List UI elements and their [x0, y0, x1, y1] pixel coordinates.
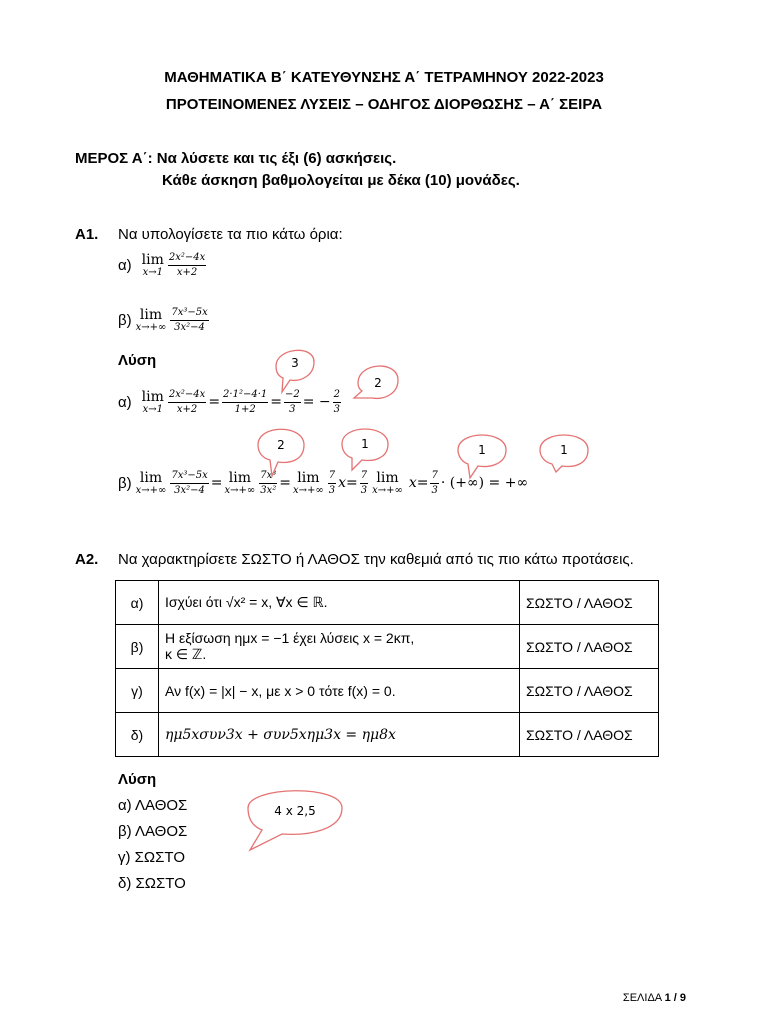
item-letter: β) [118, 474, 132, 492]
fraction: $\frac{\text{2·1²−4·1}}{1+2}$ [223, 389, 268, 415]
a2-answer: α) ΛΑΘΟΣ [118, 797, 188, 814]
limit-operator: lim x→+∞ [135, 469, 167, 496]
page-footer [623, 992, 686, 1004]
row-letter: β) [116, 625, 159, 669]
fraction: $\frac{-2}{3}$ [284, 389, 300, 415]
item-letter: α) [118, 393, 132, 411]
fraction: $\frac{7}{3}$ [328, 470, 336, 496]
item-letter: β) [118, 311, 132, 329]
svg-text:1: 1 [560, 443, 568, 457]
a2-label: Α2. [75, 551, 99, 568]
row-choice: ΣΩΣΤΟ / ΛΑΘΟΣ [520, 669, 659, 713]
fraction: $\frac{\text{7x³−5x}}{\text{3x²−4}}$ [171, 470, 208, 496]
fraction: $\frac{\text{7x³−5x}}{\text{3x²−4}}$ [171, 307, 208, 333]
svg-text:4 x 2,5: 4 x 2,5 [274, 804, 316, 818]
limit-operator: lim x→1 [141, 388, 164, 415]
limit-operator: lim x→1 [141, 251, 164, 278]
limit-operator: lim x→+∞ [372, 469, 403, 496]
a2-answer: β) ΛΑΘΟΣ [118, 823, 188, 840]
document-title: ΜΑΘΗΜΑΤΙΚΑ Β΄ ΚΑΤΕΥΘΥΝΣΗΣ Α΄ ΤΕΤΡΑΜΗΝΟΥ 2022-2023 [164, 69, 604, 86]
fraction: $\frac{\text{2x²−4x}}{x+2}$ [168, 252, 206, 278]
svg-text:2: 2 [277, 438, 285, 452]
a2-answer: δ) ΣΩΣΤΟ [118, 875, 186, 892]
table-row [116, 625, 659, 669]
part-instruction-1: Να λύσετε και τις έξι (6) ασκήσεις. [156, 150, 397, 167]
table-row [116, 581, 659, 625]
row-choice: ΣΩΣΤΟ / ΛΑΘΟΣ [520, 581, 659, 625]
a1-solution-heading: Λύση [118, 352, 157, 369]
bubble-1-point [458, 435, 506, 478]
row-statement: ημ5xσυν3x + συν5xημ3x = ημ8x [159, 713, 520, 757]
row-statement-line2: κ ∈ ℤ. [165, 646, 207, 662]
limit-operator: lim x→+∞ [224, 469, 256, 496]
a2-solution-heading: Λύση [118, 771, 157, 788]
true-false-table [115, 580, 659, 757]
equals-sign: = [270, 394, 282, 410]
svg-text:3: 3 [291, 356, 299, 370]
limit-operator: lim x→+∞ [292, 469, 324, 496]
variable-x: x [338, 475, 346, 491]
bubble-4x2.5-points [248, 791, 342, 850]
limit-operator: lim x→+∞ [135, 306, 167, 333]
svg-text:1: 1 [478, 443, 486, 457]
row-choice: ΣΩΣΤΟ / ΛΑΘΟΣ [520, 713, 659, 757]
variable-x: x [408, 475, 417, 491]
bubble-2-points [354, 366, 398, 398]
row-statement: Ισχύει ότι √x² = x, ∀x ∈ ℝ. [159, 581, 520, 625]
row-letter: α) [116, 581, 159, 625]
equals-sign: = [210, 475, 223, 491]
row-statement [159, 625, 520, 669]
part-instruction-2: Κάθε άσκηση βαθμολογείται με δέκα (10) μονάδες. [162, 172, 520, 189]
fraction: $\frac{7}{3}$ [360, 470, 368, 496]
bubble-3-points [276, 350, 314, 392]
fraction: $\frac{7}{3}$ [431, 470, 438, 496]
a1-prompt: Να υπολογίσετε τα πιο κάτω όρια: [118, 226, 343, 243]
document-subtitle: ΠΡΟΤΕΙΝΟΜΕΝΕΣ ΛΥΣΕΙΣ – ΟΔΗΓΟΣ ΔΙΟΡΘΩΣΗΣ – Α΄ ΣΕΙΡΑ [165, 96, 603, 113]
row-letter: δ) [116, 713, 159, 757]
table-row [116, 713, 659, 757]
a1-label: Α1. [75, 226, 99, 243]
fraction: $\frac{\text{7x³}}{\text{3x²}}$ [260, 470, 277, 496]
bubble-1-point [540, 435, 588, 472]
a2-answer: γ) ΣΩΣΤΟ [118, 849, 185, 866]
svg-text:1: 1 [361, 437, 369, 451]
row-choice: ΣΩΣΤΟ / ΛΑΘΟΣ [520, 625, 659, 669]
equals-sign: = [208, 394, 221, 410]
row-statement: Αν f(x) = |x| − x, με x > 0 τότε f(x) = 0. [159, 669, 520, 713]
bubble-1-point [342, 429, 388, 470]
equals-minus: = − [302, 394, 331, 410]
item-letter: α) [118, 256, 132, 274]
page-label: ΣΕΛΙΔΑ [622, 992, 662, 1004]
fraction: $\frac{\text{2x²−4x}}{x+2}$ [168, 389, 206, 415]
table-row [116, 669, 659, 713]
a2-prompt: Να χαρακτηρίσετε ΣΩΣΤΟ ή ΛΑΘΟΣ την καθεμιά από τις πιο κάτω προτάσεις. [118, 551, 634, 568]
equals-sign: = [279, 475, 291, 491]
equals-sign: = [416, 475, 429, 491]
page-number: 1 / 9 [664, 992, 686, 1004]
bubble-2-points [258, 429, 304, 476]
infinity-product: · (+∞) = +∞ [440, 475, 529, 491]
equals-sign: = [346, 475, 358, 491]
part-label-text: ΜΕΡΟΣ Α΄: [75, 150, 153, 167]
row-letter: γ) [116, 669, 159, 713]
fraction: $\frac{2}{3}$ [333, 389, 341, 415]
svg-text:2: 2 [374, 376, 382, 390]
row-statement-line1: Η εξίσωση ημx = −1 έχει λύσεις x = 2κπ, [165, 630, 415, 646]
